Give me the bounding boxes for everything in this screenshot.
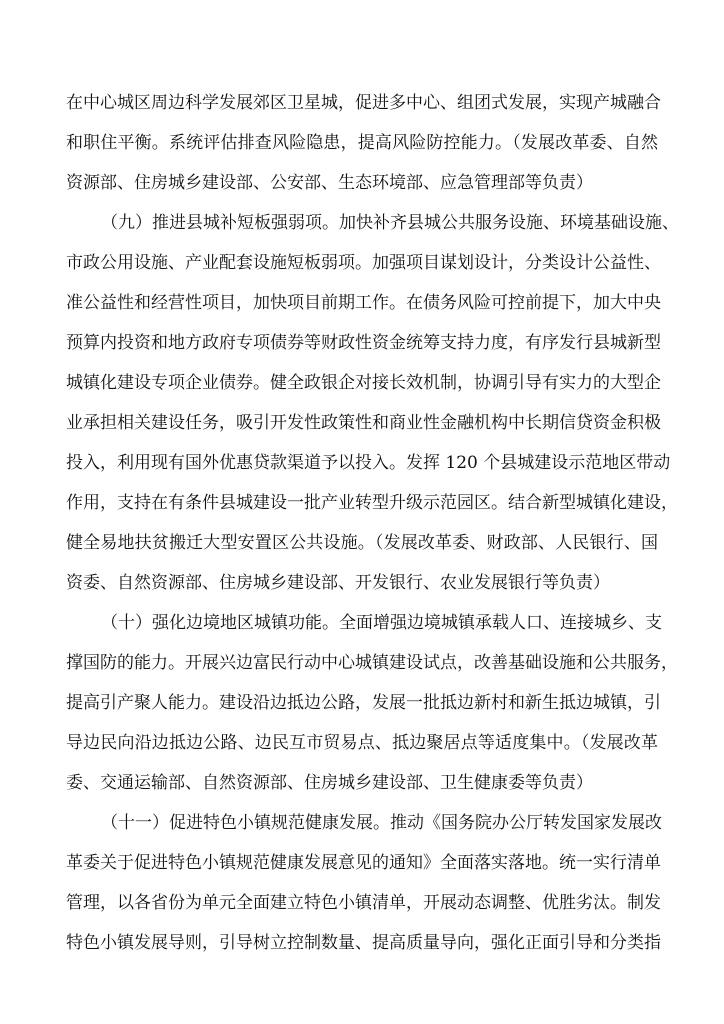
text-line: 城镇化建设专项企业债券。健全政银企对接长效机制，协调引导有实力的大型企 <box>66 373 661 393</box>
text-line: （十）强化边境地区城镇功能。全面增强边境城镇承载人口、连接城乡、支 <box>101 613 662 633</box>
text-line: 准公益性和经营性项目，加快项目前期工作。在债务风险可控前提下，加大中央 <box>66 293 661 313</box>
text-line: 导边民向沿边抵边公路、边民互市贸易点、抵边聚居点等适度集中。（发展改革 <box>66 733 658 753</box>
text-line: （十一）促进特色小镇规范健康发展。推动《国务院办公厅转发国家发展改 <box>101 813 662 833</box>
text-line: 撑国防的能力。开展兴边富民行动中心城镇建设试点，改善基础设施和公共服务， <box>66 653 678 673</box>
text-line: 委、交通运输部、自然资源部、住房城乡建设部、卫生健康委等负责） <box>66 773 593 793</box>
text-line: 提高引产聚人能力。建设沿边抵边公路，发展一批抵边新村和新生抵边城镇，引 <box>66 693 661 713</box>
text-line: 投入，利用现有国外优惠贷款渠道予以投入。发挥 120 个县城建设示范地区带动 <box>66 453 671 473</box>
text-line: 在中心城区周边科学发展郊区卫星城，促进多中心、组团式发展，实现产城融合 <box>66 93 661 113</box>
text-line: 管理，以各省份为单元全面建立特色小镇清单，开展动态调整、优胜劣汰。制发 <box>66 893 661 913</box>
text-line: 和职住平衡。系统评估排查风险隐患，提高风险防控能力。（发展改革委、自然 <box>66 133 658 153</box>
text-line: 特色小镇发展导则，引导树立控制数量、提高质量导向，强化正面引导和分类指 <box>66 933 661 953</box>
text-line: 预算内投资和地方政府专项债券等财政性资金统筹支持力度，有序发行县城新型 <box>66 333 661 353</box>
text-line: 市政公用设施、产业配套设施短板弱项。加强项目谋划设计，分类设计公益性、 <box>66 253 661 273</box>
text-line: 健全易地扶贫搬迁大型安置区公共设施。（发展改革委、财政部、人民银行、国 <box>66 533 658 553</box>
text-line: 资源部、住房城乡建设部、公安部、生态环境部、应急管理部等负责） <box>66 173 593 193</box>
text-line: 资委、自然资源部、住房城乡建设部、开发银行、农业发展银行等负责） <box>66 573 610 593</box>
text-line: （九）推进县城补短板强弱项。加快补齐县城公共服务设施、环境基础设施、 <box>101 213 679 233</box>
text-line: 作用，支持在有条件县城建设一批产业转型升级示范园区。结合新型城镇化建设， <box>66 493 678 513</box>
text-line: 革委关于促进特色小镇规范健康发展意见的通知》全面落实落地。统一实行清单 <box>66 853 661 873</box>
text-line: 业承担相关建设任务，吸引开发性政策性和商业性金融机构中长期信贷资金积极 <box>66 413 661 433</box>
